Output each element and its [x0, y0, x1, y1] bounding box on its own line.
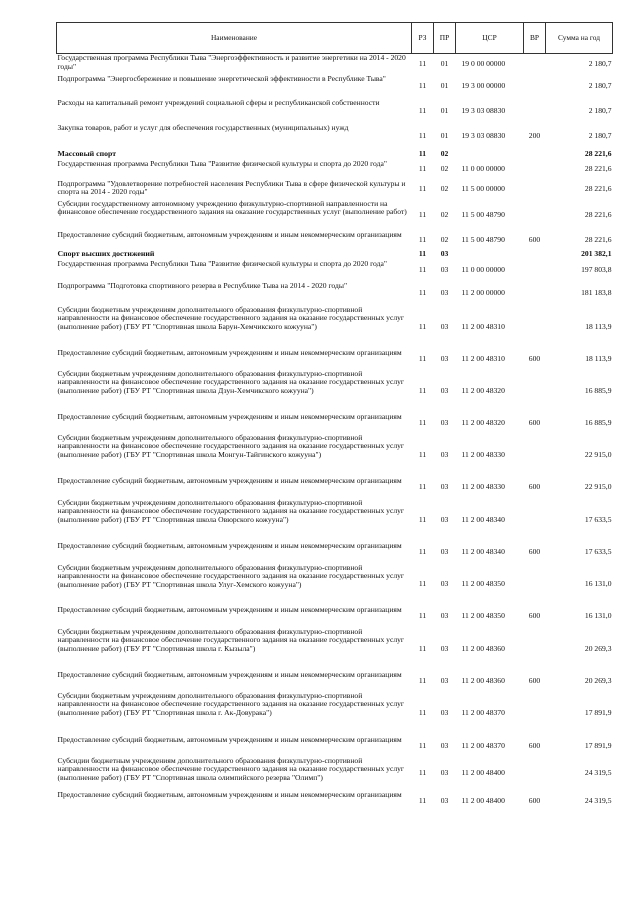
- row-rz: 11: [418, 105, 427, 115]
- table-row: [57, 160, 613, 180]
- row-pr: 03: [440, 768, 449, 778]
- row-sum: 2 180,7: [588, 105, 612, 115]
- row-name: Субсидии бюджетным учреждениям дополнительного образования физкультурно-спортивной направленности на финансовое обеспечение государственного задания на оказание государственных услуг (выполнение работ) (ГБУ РТ "Спортивная школа Улуг-Хемского кожууна"): [57, 562, 405, 589]
- row-rz: 11: [418, 417, 427, 427]
- row-csr: 11 2 00 48320: [461, 417, 505, 427]
- table-row: [57, 791, 613, 813]
- row-name: Государственная программа Республики Тыва "Развитие физической культуры и спорта до 2020 года": [57, 158, 387, 168]
- row-rz: 11: [418, 149, 427, 159]
- row-sum: 28 221,6: [584, 164, 612, 174]
- row-pr: 01: [440, 81, 449, 91]
- row-csr: 11 2 00 48330: [461, 449, 505, 459]
- row-sum: 28 221,6: [584, 184, 612, 194]
- row-name: Государственная программа Республики Тыва "Развитие физической культуры и спорта до 2020 года": [57, 258, 387, 268]
- row-rz: 11: [418, 643, 427, 653]
- header-csr: ЦСР: [456, 23, 524, 54]
- row-pr: 02: [440, 234, 449, 244]
- row-vr: 600: [528, 353, 541, 363]
- row-csr: 11 5 00 48790: [461, 234, 505, 244]
- row-sum: 24 319,5: [584, 768, 612, 778]
- header-pr: ПР: [434, 23, 456, 54]
- row-rz: 11: [418, 58, 427, 68]
- row-vr: [524, 628, 546, 671]
- row-csr: 11 2 00 48350: [461, 579, 505, 589]
- row-vr: [524, 250, 546, 260]
- row-pr: 03: [440, 579, 449, 589]
- row-csr: 19 0 00 00000: [461, 58, 506, 68]
- budget-table: [56, 22, 613, 813]
- row-pr: 03: [440, 288, 449, 298]
- row-vr: [524, 370, 546, 413]
- row-sum: 22 915,0: [584, 449, 612, 459]
- row-csr: 11 2 00 48330: [461, 482, 505, 492]
- row-pr: 03: [440, 740, 449, 750]
- row-csr: 11 2 00 48310: [461, 321, 505, 331]
- row-rz: 11: [418, 579, 427, 589]
- row-rz: 11: [418, 449, 427, 459]
- row-rz: 11: [418, 209, 427, 219]
- row-vr: [524, 260, 546, 282]
- row-pr: 03: [440, 385, 449, 395]
- table-row: [57, 349, 613, 370]
- row-pr: 01: [440, 105, 449, 115]
- row-name: Субсидии бюджетным учреждениям дополнительного образования физкультурно-спортивной направленности на финансовое обеспечение государственного задания на оказание государственных услуг (выполнение работ) (ГБУ РТ "Спортивная школа Барун-Хемчикского кожууна"): [57, 304, 405, 331]
- row-csr: 11 2 00 48350: [461, 611, 505, 621]
- row-vr: 600: [528, 796, 541, 806]
- table-row: [57, 306, 613, 349]
- row-vr: 600: [528, 417, 541, 427]
- row-csr: 11 2 00 48360: [461, 643, 505, 653]
- row-rz: 11: [418, 385, 427, 395]
- header-rz: РЗ: [412, 23, 434, 54]
- row-sum: 18 113,9: [585, 353, 612, 363]
- table-row: [57, 370, 613, 413]
- section-row: [57, 250, 613, 260]
- table-row: [57, 757, 613, 791]
- row-name: Субсидии бюджетным учреждениям дополнительного образования физкультурно-спортивной направленности на финансовое обеспечение государственного задания на оказание государственных услуг (выполнение работ) (ГБУ РТ "Спортивная школа олимпийского резерва "Олимп"): [57, 755, 405, 782]
- table-row: [57, 692, 613, 736]
- section-row: [57, 150, 613, 160]
- row-name: Предоставление субсидий бюджетным, автономным учреждениям и иным некоммерческим организациям: [57, 540, 402, 550]
- table-row: [57, 282, 613, 306]
- row-rz: 11: [418, 547, 427, 557]
- table-row: [57, 180, 613, 200]
- row-rz: 11: [418, 249, 427, 259]
- row-pr: 03: [440, 796, 449, 806]
- row-csr: [456, 150, 524, 160]
- row-name: Предоставление субсидий бюджетным, автономным учреждениям и иным некоммерческим организациям: [57, 411, 402, 421]
- row-sum: 17 633,5: [584, 514, 612, 524]
- row-sum: 28 221,6: [584, 149, 612, 159]
- row-pr: 02: [440, 164, 449, 174]
- row-sum: 17 891,9: [584, 740, 612, 750]
- row-csr: 11 2 00 48340: [461, 547, 505, 557]
- row-sum: 20 269,3: [584, 675, 612, 685]
- row-csr: 11 2 00 48400: [461, 796, 505, 806]
- row-vr: [524, 75, 546, 99]
- table-row: [57, 628, 613, 671]
- row-name: Расходы на капитальный ремонт учреждений социальной сферы и республиканской собственности: [57, 97, 380, 107]
- row-name: Субсидии бюджетным учреждениям дополнительного образования физкультурно-спортивной направленности на финансовое обеспечение государственного задания на оказание государственных услуг (выполнение работ) (ГБУ РТ "Спортивная школа Овюрского кожууна"): [57, 497, 405, 524]
- row-csr: 11 2 00 48370: [461, 740, 505, 750]
- table-row: [57, 477, 613, 499]
- row-pr: 03: [440, 353, 449, 363]
- row-rz: 11: [418, 131, 427, 141]
- row-rz: 11: [418, 321, 427, 331]
- row-rz: 11: [418, 164, 427, 174]
- row-sum: 16 885,9: [584, 417, 612, 427]
- row-name: Подпрограмма "Удовлетворение потребностей населения Республики Тыва в сфере физической культуры и спорта на 2014 - 2020 годы": [57, 178, 406, 197]
- row-csr: 19 3 03 08830: [461, 105, 506, 115]
- table-row: [57, 606, 613, 628]
- row-pr: 03: [440, 514, 449, 524]
- row-sum: 17 633,5: [584, 547, 612, 557]
- row-rz: 11: [418, 265, 427, 275]
- row-sum: 197 803,8: [581, 265, 612, 275]
- row-vr: [524, 200, 546, 231]
- row-sum: 16 885,9: [584, 385, 612, 395]
- row-csr: 11 2 00 48320: [461, 385, 505, 395]
- row-sum: 16 131,0: [584, 579, 612, 589]
- row-vr: 200: [528, 131, 541, 141]
- row-name: Субсидии бюджетным учреждениям дополнительного образования физкультурно-спортивной направленности на финансовое обеспечение государственного задания на оказание государственных услуг (выполнение работ) (ГБУ РТ "Спортивная школа г. Ак-Довурака"): [57, 690, 405, 717]
- row-name: Массовый спорт: [57, 148, 117, 158]
- row-name: Предоставление субсидий бюджетным, автономным учреждениям и иным некоммерческим организациям: [57, 789, 402, 799]
- row-pr: 01: [440, 58, 449, 68]
- table-row: [57, 260, 613, 282]
- row-name: Субсидии государственному автономному учреждению физкультурно-спортивной направленности на финансовое обеспечение государственного задания на оказание государственных услуг (выполнение работ): [57, 198, 407, 217]
- row-pr: 03: [440, 547, 449, 557]
- row-pr: 03: [440, 482, 449, 492]
- row-csr: 11 2 00 48310: [461, 353, 505, 363]
- row-vr: 600: [528, 234, 541, 244]
- row-pr: 02: [440, 149, 449, 159]
- row-sum: 28 221,6: [584, 209, 612, 219]
- row-name: Предоставление субсидий бюджетным, автономным учреждениям и иным некоммерческим организациям: [57, 734, 402, 744]
- row-rz: 11: [418, 514, 427, 524]
- row-rz: 11: [418, 611, 427, 621]
- table-row: [57, 671, 613, 692]
- row-csr: [456, 250, 524, 260]
- row-csr: 19 3 03 08830: [461, 131, 506, 141]
- row-vr: [524, 150, 546, 160]
- row-csr: 11 5 00 48790: [461, 209, 505, 219]
- row-rz: 11: [418, 675, 427, 685]
- row-csr: 19 3 00 00000: [461, 81, 506, 91]
- row-csr: 11 2 00 48370: [461, 708, 505, 718]
- row-rz: 11: [418, 81, 427, 91]
- row-name: Предоставление субсидий бюджетным, автономным учреждениям и иным некоммерческим организациям: [57, 669, 402, 679]
- row-vr: 600: [528, 611, 541, 621]
- row-name: Предоставление субсидий бюджетным, автономным учреждениям и иным некоммерческим организациям: [57, 604, 402, 614]
- row-csr: 11 0 00 00000: [461, 164, 505, 174]
- row-rz: 11: [418, 184, 427, 194]
- row-pr: 03: [440, 417, 449, 427]
- row-vr: [524, 757, 546, 791]
- row-pr: 02: [440, 209, 449, 219]
- row-csr: 11 0 00 00000: [461, 265, 505, 275]
- row-name: Закупка товаров, работ и услуг для обеспечения государственных (муниципальных) нужд: [57, 122, 349, 132]
- row-vr: [524, 282, 546, 306]
- table-row: [57, 99, 613, 124]
- row-pr: 03: [440, 708, 449, 718]
- row-name: Спорт высших достижений: [57, 248, 155, 258]
- row-vr: [524, 499, 546, 542]
- row-name: Предоставление субсидий бюджетным, автономным учреждениям и иным некоммерческим организациям: [57, 229, 402, 239]
- row-csr: 11 2 00 00000: [461, 288, 505, 298]
- row-sum: 20 269,3: [584, 643, 612, 653]
- row-name: Субсидии бюджетным учреждениям дополнительного образования физкультурно-спортивной направленности на финансовое обеспечение государственного задания на оказание государственных услуг (выполнение работ) (ГБУ РТ "Спортивная школа Монгун-Тайгинского кожууна"): [57, 432, 405, 459]
- row-pr: 03: [440, 449, 449, 459]
- row-csr: 11 2 00 48340: [461, 514, 505, 524]
- row-vr: [524, 160, 546, 180]
- row-name: Подпрограмма "Энергосбережение и повышение энергетической эффективности в Республике Тыва": [57, 73, 386, 83]
- row-name: Предоставление субсидий бюджетным, автономным учреждениям и иным некоммерческим организациям: [57, 347, 402, 357]
- row-csr: 11 5 00 00000: [461, 184, 505, 194]
- row-rz: 11: [418, 288, 427, 298]
- header-vr: ВР: [524, 23, 546, 54]
- row-pr: 03: [440, 643, 449, 653]
- table-row: [57, 75, 613, 99]
- row-vr: 600: [528, 482, 541, 492]
- header-sum: Сумма на год: [546, 23, 613, 54]
- row-name: Субсидии бюджетным учреждениям дополнительного образования физкультурно-спортивной направленности на финансовое обеспечение государственного задания на оказание государственных услуг (выполнение работ) (ГБУ РТ "Спортивная школа г. Кызыла"): [57, 626, 405, 653]
- row-pr: 03: [440, 321, 449, 331]
- row-sum: 201 382,1: [581, 249, 612, 259]
- row-rz: 11: [418, 768, 427, 778]
- row-pr: 02: [440, 184, 449, 194]
- row-vr: 600: [528, 675, 541, 685]
- row-sum: 2 180,7: [588, 81, 612, 91]
- row-rz: 11: [418, 353, 427, 363]
- row-pr: 01: [440, 131, 449, 141]
- budget-table-sheet: [56, 22, 612, 813]
- row-sum: 18 113,9: [585, 321, 612, 331]
- row-sum: 24 319,5: [584, 796, 612, 806]
- table-row: [57, 54, 613, 75]
- row-pr: 03: [440, 675, 449, 685]
- header-row: [57, 23, 613, 54]
- table-row: [57, 542, 613, 564]
- row-rz: 11: [418, 482, 427, 492]
- row-pr: 03: [440, 265, 449, 275]
- row-pr: 03: [440, 611, 449, 621]
- row-name: Государственная программа Республики Тыва "Энергоэффективность и развитие энергетики на 2014 - 2020 годы": [57, 53, 406, 71]
- table-row: [57, 413, 613, 434]
- table-body: [57, 54, 613, 813]
- row-rz: 11: [418, 234, 427, 244]
- row-sum: 2 180,7: [588, 58, 612, 68]
- row-sum: 28 221,6: [584, 234, 612, 244]
- row-vr: [524, 434, 546, 477]
- table-header: [57, 23, 613, 54]
- row-name: Субсидии бюджетным учреждениям дополнительного образования физкультурно-спортивной направленности на финансовое обеспечение государственного задания на оказание государственных услуг (выполнение работ) (ГБУ РТ "Спортивная школа Дзун-Хемчикского кожууна"): [57, 368, 405, 395]
- table-row: [57, 124, 613, 150]
- header-name: Наименование: [57, 23, 412, 54]
- table-row: [57, 499, 613, 542]
- row-csr: 11 2 00 48400: [461, 768, 505, 778]
- table-row: [57, 200, 613, 231]
- row-vr: [524, 99, 546, 124]
- row-sum: 181 183,8: [581, 288, 612, 298]
- row-sum: 16 131,0: [584, 611, 612, 621]
- table-row: [57, 434, 613, 477]
- row-sum: 22 915,0: [584, 482, 612, 492]
- table-row: [57, 564, 613, 606]
- row-vr: [524, 564, 546, 606]
- row-vr: 600: [528, 740, 541, 750]
- row-vr: [524, 180, 546, 200]
- row-vr: [524, 306, 546, 349]
- row-vr: [524, 692, 546, 736]
- row-rz: 11: [418, 708, 427, 718]
- row-name: Предоставление субсидий бюджетным, автономным учреждениям и иным некоммерческим организациям: [57, 475, 402, 485]
- row-name: Подпрограмма "Подготовка спортивного резерва в Республике Тыва на 2014 - 2020 годы": [57, 280, 348, 290]
- table-row: [57, 231, 613, 250]
- table-row: [57, 736, 613, 757]
- row-sum: 17 891,9: [584, 708, 612, 718]
- row-rz: 11: [418, 740, 427, 750]
- row-vr: 600: [528, 547, 541, 557]
- row-sum: 2 180,7: [588, 131, 612, 141]
- row-vr: [524, 54, 546, 75]
- row-csr: 11 2 00 48360: [461, 675, 505, 685]
- row-pr: 03: [440, 249, 449, 259]
- row-rz: 11: [418, 796, 427, 806]
